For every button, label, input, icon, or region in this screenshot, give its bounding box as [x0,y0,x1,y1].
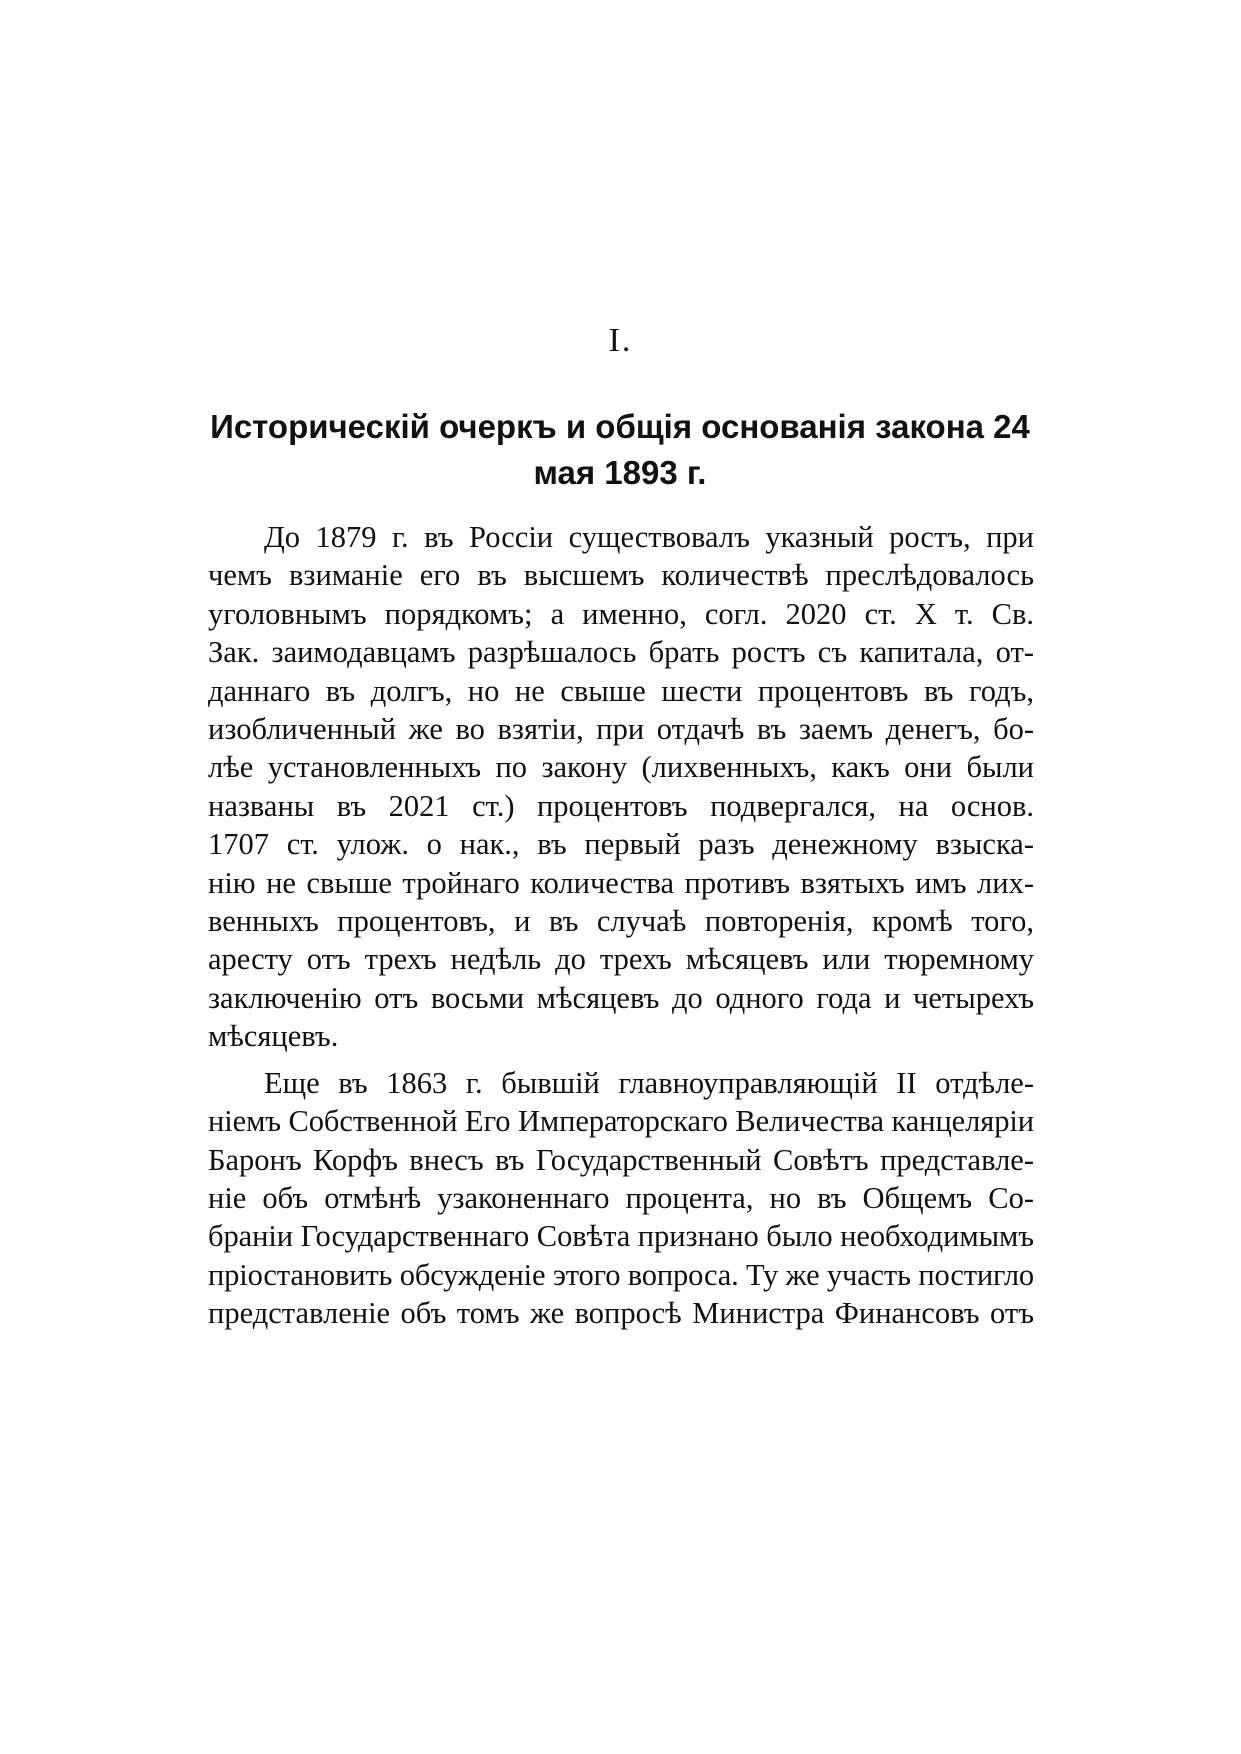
text-line: даннаго въ долгъ, но не свыше шести процентовъ въ годъ, [208,673,1034,708]
text-line: Зак. заимодавцамъ разрѣшалось брать ростъ съ капитала, от- [208,635,1034,670]
text-line: мѣсяцевъ. [208,1019,339,1054]
text-line: лѣе установленныхъ по закону (лихвенныхъ, какъ они были [208,750,1034,785]
text-line: нію не свыше тройнаго количества противъ взятыхъ имъ лих- [208,865,1034,900]
text-line: венныхъ процентовъ, и въ случаѣ повторенія, кромѣ того, [208,904,1034,939]
body-text [208,518,1034,1333]
text-line: пріостановить обсужденіе этого вопроса. Ту же участь постигло [208,1257,1034,1292]
chapter-title: Историческій очеркъ и общія основанія закона 24 мая 1893 г. [210,408,1030,491]
text-line: чемъ взиманіе его въ высшемъ количествѣ преслѣдовалось [208,558,1034,593]
text-line: уголовнымъ порядкомъ; а именно, согл. 2020 ст. X т. Св. [208,596,1034,631]
text-line: ніемъ Собственной Его Императорскаго Величества канцеляріи [208,1104,1034,1139]
text-line: 1707 ст. улож. о нак., въ первый разъ денежному взыска- [208,827,1034,862]
chapter-number: I. [608,322,633,359]
text-line: заключенію отъ восьми мѣсяцевъ до одного года и четырехъ [208,980,1034,1015]
text-line: изобличенный же во взятіи, при отдачѣ въ заемъ денегъ, бо- [208,712,1034,747]
text-line: браніи Государственнаго Совѣта признано было необходимымъ [208,1219,1034,1254]
text-line: названы въ 2021 ст.) процентовъ подвергался, на основ. [208,788,1034,823]
text-line: представленіе объ томъ же вопросѣ Министра Финансовъ отъ [208,1296,1034,1331]
paragraph-1 [208,518,1034,1056]
text-line: Еще въ 1863 г. бывшій главноуправляющій II отдѣле- [264,1065,1034,1100]
text-line: Баронъ Корфъ внесъ въ Государственный Совѣтъ представле- [208,1142,1034,1177]
text-line: аресту отъ трехъ недѣль до трехъ мѣсяцевъ или тюремному [208,942,1034,977]
text-line: ніе объ отмѣнѣ узаконеннаго процента, но въ Общемъ Со- [208,1180,1034,1215]
paragraph-2 [208,1064,1034,1333]
text-line: До 1879 г. въ Россіи существовалъ указный ростъ, при [264,520,1034,554]
